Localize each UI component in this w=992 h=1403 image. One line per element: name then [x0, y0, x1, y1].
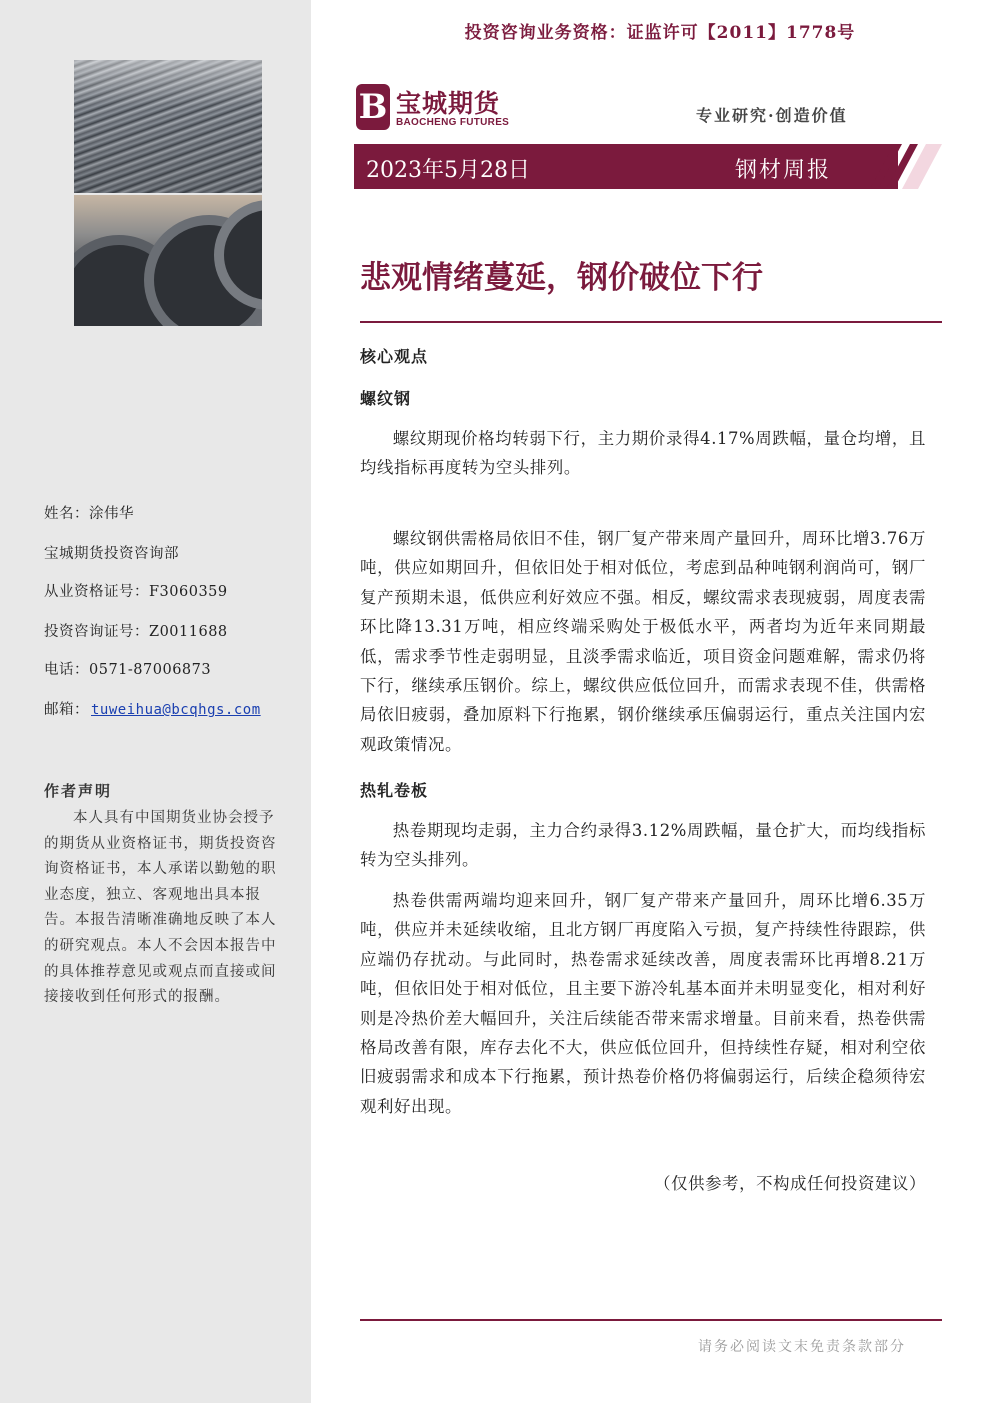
footer-divider: [360, 1319, 942, 1321]
slogan: 专业研究·创造价值: [696, 106, 848, 125]
rebar-section-title: 螺纹钢: [360, 389, 412, 408]
logo-mark: B: [356, 84, 390, 130]
logo-chinese-name: 宝城期货: [396, 89, 501, 118]
hrc-paragraph-1: 热卷期现均走弱，主力合约录得3.12%周跌幅，量仓扩大，而均线指标转为空头排列。: [360, 821, 926, 870]
rebar-paragraph-1: 螺纹期现价格均转弱下行，主力期价录得4.17%周跌幅，量仓均增，且均线指标再度转为空头排列。: [360, 429, 926, 478]
license-line: 投资咨询业务资格：证监许可【2011】1778号: [464, 23, 856, 43]
email-link[interactable]: tuweihua@bcqhgs.com: [91, 702, 261, 718]
disclaimer-note: （仅供参考，不构成任何投资建议）: [654, 1174, 926, 1193]
footer-notice: 请务必阅读文末免责条款部分: [698, 1339, 906, 1355]
author-email-row: [44, 698, 261, 719]
steel-coil-photo: [74, 195, 262, 326]
author-department: 宝城期货投资咨询部: [44, 546, 179, 562]
author-phone: 电话：0571-87006873: [44, 662, 212, 678]
report-type: 钢材周报: [735, 158, 832, 183]
logo-english-name: BAOCHENG FUTURES: [396, 117, 510, 128]
rebar-paragraph-2: 螺纹钢供需格局依旧不佳，钢厂复产带来周产量回升，周环比增3.76万吨，供应如期回升，但依旧处于相对低位，考虑到品种吨钢利润尚可，钢厂复产预期未退，低供应利好效应不强。相反，螺纹需求表现疲弱，周度表需环比降13.31万吨，相应终端采购处于极低水平，两者均为近年来同期最低，需求季节性走弱明显，且淡季需求临近，项目资金问题难解，需求仍将下行，继续承压钢价。综上，螺纹供应低位回升，而需求表现不佳，供需格局依旧疲弱，叠加原料下行拖累，钢价继续承压偏弱运行，重点关注国内宏观政策情况。: [360, 529, 926, 754]
qualification-number: 从业资格证号：F3060359: [44, 584, 228, 600]
author-name: 姓名：涂伟华: [44, 506, 134, 522]
rebar-photo: [74, 60, 262, 193]
hrc-section-title: 热轧卷板: [360, 781, 429, 800]
company-logo: [356, 84, 526, 132]
sidebar: [0, 0, 311, 1403]
email-label: 邮箱：: [44, 702, 89, 718]
decorative-stripes: [850, 144, 942, 189]
hrc-paragraph-2: 热卷供需两端均迎来回升，钢厂复产带来产量回升，周环比增6.35万吨，供应并未延续收缩，且北方钢厂再度陷入亏损，复产持续性待跟踪，供应端仍存扰动。与此同时，热卷需求延续改善，周度表需环比再增8.21万吨，但依旧处于相对低位，且主要下游冷轧基本面并未明显变化，相对利好则是冷热价差大幅回升，关注后续能否带来需求增量。目前来看，热卷供需格局改善有限，库存去化不大，供应低位回升，但持续性存疑，相对利空依旧疲弱需求和成本下行拖累，预计热卷价格仍将偏弱运行，后续企稳须待宏观利好出现。: [360, 891, 926, 1116]
report-date: 2023年5月28日: [366, 158, 530, 183]
headline-divider: [360, 321, 942, 323]
core-view-title: 核心观点: [360, 347, 429, 366]
consulting-number: 投资咨询证号：Z0011688: [44, 624, 228, 640]
declaration-body: 本人具有中国期货业协会授予的期货从业资格证书，期货投资咨询资格证书，本人承诺以勤勉的职业态度，独立、客观地出具本报告。本报告清晰准确地反映了本人的研究观点。本人不会因本报告中的具体推荐意见或观点而直接或间接接收到任何形式的报酬。: [44, 810, 277, 1006]
report-headline: 悲观情绪蔓延，钢价破位下行: [360, 260, 763, 296]
declaration-title: 作者声明: [44, 782, 113, 800]
